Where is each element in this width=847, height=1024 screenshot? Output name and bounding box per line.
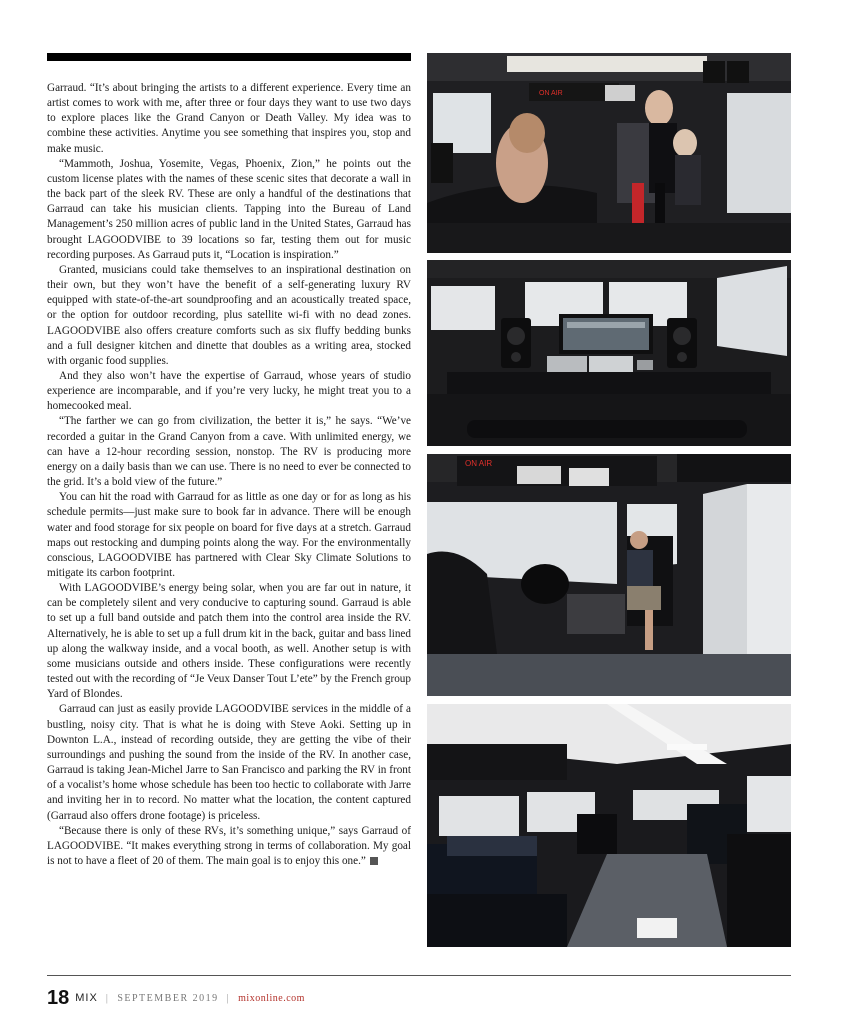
paragraph-text: “Because there is only of these RVs, it’s something unique,” says Garraud of LAGOODVIBE. “It makes everything strong in terms of collaboration. My goal is not to have a fleet of 20 of them. The main goal is to enjoy this one.” [47,824,411,867]
section-rule [47,53,411,61]
paragraph: And they also won’t have the expertise of Garraud, whose years of studio experience are incomparable, and if you’re very lucky, he might treat you to a homecooked meal. [47,369,411,413]
on-air-sign: ON AIR [539,90,563,97]
footer-separator: | [226,993,231,1004]
photo-control-room-desk [427,260,791,446]
issue-date: SEPTEMBER 2019 [117,993,219,1004]
page-footer [47,987,305,1010]
photo-musicians-in-rv [427,53,791,253]
on-air-sign: ON AIR [465,459,493,468]
paragraph: Garraud. “It’s about bringing the artists to a different experience. Every time an artist comes to work with me, after three or four days they want to use two days to explore places like the Grand Canyon or Death Valley. My idea was to combine these activities. Anytime you see something that inspires you, stop and make music. [47,82,411,155]
footer-separator: | [105,993,110,1004]
article-body [47,81,411,869]
last-paragraph [47,824,411,869]
footer-rule [47,975,791,976]
paragraph: With LAGOODVIBE’s energy being solar, when you are far out in nature, it can be completely silent and very conducive to capturing sound. Garraud is able to set up a full band outside and patch them into the control area inside the RV. Alternatively, he is able to set up a full drum kit in the back, guitar and bass lined up along the walkway inside, and a vocal booth, as well. Another setup is with some musicians outside and others inside. These configurations were recently tested out with the recording of “Je Veux Danser Tout L’ete” by the French group Yard of Blondes. [47,582,411,701]
magazine-name: MIX [75,992,98,1004]
photo-rv-lounge-dinette [427,704,791,947]
photo-rv-cab-interior [427,454,791,696]
end-mark-icon [370,857,378,865]
paragraph: Granted, musicians could take themselves to an inspirational destination on their own, but they won’t have the benefit of a self-generating luxury RV equipped with state-of-the-art soundproofing and an acoustically treated space, or the option for outdoor recording, plus satellite wi-fi with no dead zones. LAGOODVIBE also offers creature comforts such as six fluffy bedding bunks and a full designer kitchen and dinette that doubles as a writing area, stocked with organic food supplies. [47,263,411,367]
paragraph: You can hit the road with Garraud for as little as one day or for as long as his schedule permits—just make sure to book far in advance. There will be enough water and food storage for six people on board for five days at a stretch. Garraud maps out restocking and dumping points along the way. For the environmentally conscious, LAGOODVIBE has partnered with Clear Sky Climate Solutions to mitigate its carbon footprint. [47,491,411,579]
paragraph: “The farther we can go from civilization, the better it is,” he says. “We’ve recorded a guitar in the Grand Canyon from a cave. With unlimited energy, we can have a 12-hour recording session, nonstop. The RV is producing more energy on a daily basis than we can use. There is no need to ever be connected to the grid. It’s a bold view of the future.” [47,415,411,489]
paragraph: “Mammoth, Joshua, Yosemite, Vegas, Phoenix, Zion,” he points out the custom license plates with the names of these scenic sites that decorate a wall in the back part of the sleek RV. These are only a handful of the destinations that Garraud can take his musician clients. Tapping into the Bureau of Land Management’s 250 million acres of public land in the United States, Garraud has brought LAGOODVIBE to 39 locations so far, testing them out for music recording purposes. As Garraud puts it, “Location is inspiration.” [47,157,411,261]
page-number: 18 [47,987,70,1009]
paragraph: Garraud can just as easily provide LAGOODVIBE services in the middle of a bustling, noisy city. That is what he is doing with Steve Aoki. Setting up in Downton L.A., instead of recording outside, they are getting the vibe of their surroundings and pushing the sound from the inside of the RV. In another case, Garraud is taking Jean-Michel Jarre to San Francisco and parking the RV in front of a vocalist’s home whose schedule has been too hectic to collaborate with Jarre and inviting her in to record. No matter what the location, the content captured (Garraud also offers drone footage) is priceless. [47,703,411,822]
website-link[interactable]: mixonline.com [238,993,305,1004]
